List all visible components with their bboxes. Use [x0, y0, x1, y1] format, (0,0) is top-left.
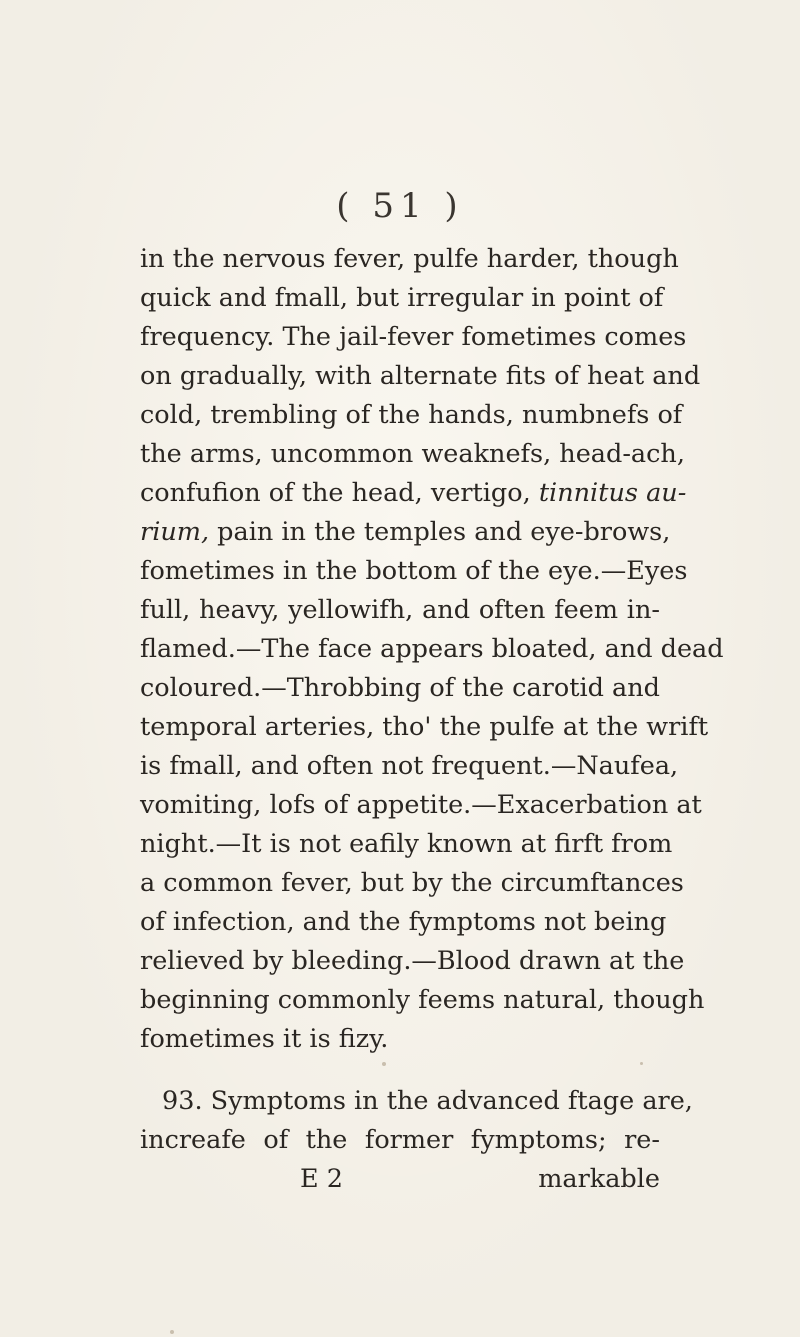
italic-phrase: tinnitus au-	[538, 478, 687, 508]
text-line: is fmall, and often not frequent.—Naufea,	[140, 751, 679, 781]
text-line: increafe of the former fymptoms; re-	[140, 1125, 660, 1155]
paper-speck	[640, 1062, 643, 1065]
text-line: a common fever, but by the circumftances	[140, 868, 684, 898]
text-line: fometimes it is fizy.	[140, 1024, 389, 1054]
text-line: in the nervous fever, pulfe harder, though	[140, 244, 679, 274]
text-line: full, heavy, yellowifh, and often feem in-	[140, 595, 660, 625]
page-number: ( 51 )	[336, 186, 464, 226]
text-line: beginning commonly feems natural, though	[140, 985, 705, 1015]
text-line: of infection, and the fymptoms not being	[140, 907, 667, 937]
text-line: cold, trembling of the hands, numbnefs of	[140, 400, 683, 430]
italic-phrase: rium,	[140, 517, 210, 547]
text-line: relieved by bleeding.—Blood drawn at the	[140, 946, 685, 976]
text-line: fometimes in the bottom of the eye.—Eyes	[140, 556, 688, 586]
text-line: frequency. The jail-fever fometimes comes	[140, 322, 687, 352]
paragraph-2	[140, 1082, 693, 1160]
paper-speck	[170, 1330, 174, 1334]
text-line: quick and fmall, but irregular in point of	[140, 283, 664, 313]
catchword: markable	[538, 1164, 660, 1194]
footer-line	[140, 1160, 660, 1199]
text-line: on gradually, with alternate fits of heat and	[140, 361, 701, 391]
paragraph-1	[140, 240, 724, 1059]
body-text	[140, 240, 724, 1160]
text-line: 93. Symptoms in the advanced ftage are,	[162, 1086, 693, 1116]
text-line	[140, 474, 687, 513]
text-line: temporal arteries, tho' the pulfe at the wrift	[140, 712, 709, 742]
text-line: flamed.—The face appears bloated, and dead	[140, 634, 724, 664]
text-line: vomiting, lofs of appetite.—Exacerbation at	[140, 790, 702, 820]
signature-mark: E 2	[300, 1164, 343, 1194]
text-fragment: confufion of the head, vertigo,	[140, 478, 539, 508]
text-line: night.—It is not eafily known at firft from	[140, 829, 673, 859]
paper-speck	[382, 1062, 386, 1066]
text-line: the arms, uncommon weaknefs, head-ach,	[140, 439, 685, 469]
text-fragment: pain in the temples and eye-brows,	[217, 517, 671, 547]
text-line	[140, 513, 671, 552]
text-line: coloured.—Throbbing of the carotid and	[140, 673, 660, 703]
